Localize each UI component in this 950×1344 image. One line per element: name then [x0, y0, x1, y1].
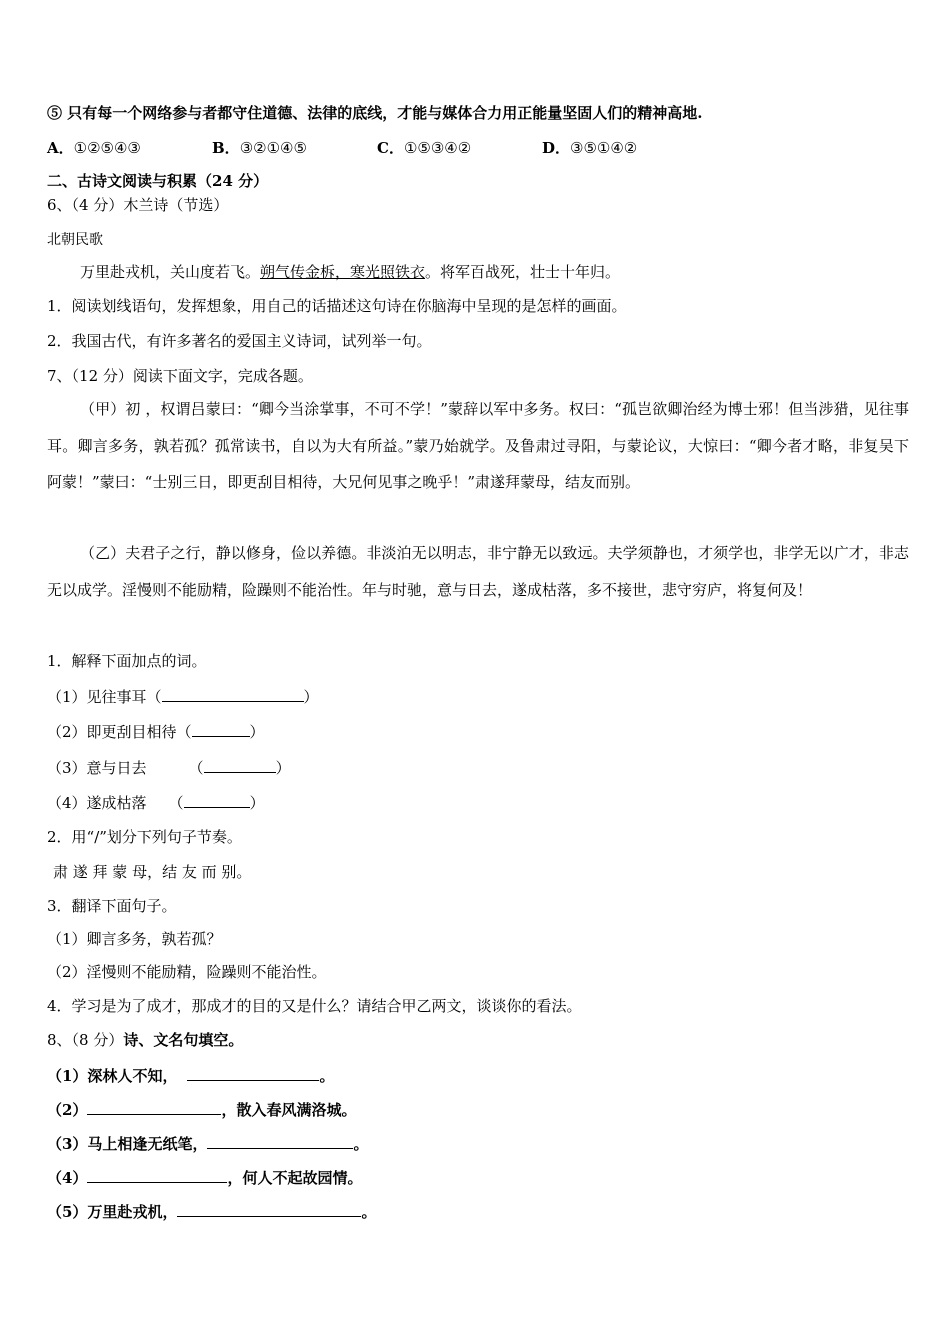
item-pre: （4） — [47, 1169, 88, 1187]
item-post: ，散入春风满洛城。 — [221, 1101, 357, 1119]
answer-blank[interactable] — [162, 685, 304, 702]
item-pre: （2） — [47, 1101, 88, 1119]
open-paren: （ — [168, 794, 184, 812]
option-d-text: ③⑤①④② — [570, 139, 638, 157]
item-pre: （1）深林人不知， — [47, 1067, 178, 1085]
option-d-letter: D． — [542, 139, 571, 157]
item-post: 。 — [353, 1135, 369, 1153]
q7-sub3-item-1: （1）卿言多务，孰若孤？ — [47, 930, 222, 948]
q8-item-1 — [47, 1064, 334, 1086]
option-c-text: ①⑤③④② — [403, 139, 472, 157]
q8-item-2 — [47, 1098, 356, 1120]
answer-blank[interactable] — [204, 756, 276, 773]
option-c-letter: C． — [377, 139, 404, 157]
q8-item-4 — [47, 1166, 362, 1188]
poem-underlined: 朔气传金柝，寒光照铁衣 — [260, 263, 426, 281]
q7-sub2-sentence: 肃 遂 拜 蒙 母，结 友 而 别。 — [53, 863, 252, 881]
item-post: 。 — [319, 1067, 335, 1085]
item-post: ，何人不起故园情。 — [227, 1169, 363, 1187]
answer-blank[interactable] — [187, 1064, 319, 1081]
section-title: 二、古诗文阅读与积累（24 分） — [47, 172, 269, 190]
item-text: （3）意与日去 — [47, 759, 147, 777]
q7-sub1-title: 1．解释下面加点的词。 — [47, 652, 207, 670]
item-pre: （3）马上相逢无纸笔， — [47, 1135, 208, 1153]
q8-head-plain: 8、（8 分） — [47, 1031, 124, 1049]
option-d — [542, 137, 637, 158]
item-pre: （5）万里赴戎机， — [47, 1203, 178, 1221]
close-paren: ） — [249, 794, 265, 812]
q5-statement-5: ⑤ 只有每一个网络参与者都守住道德、法律的底线，才能与媒体合力用正能量坚固人们的精神高地. — [47, 104, 703, 122]
option-a-letter: A． — [47, 139, 74, 157]
item-post: 。 — [361, 1203, 377, 1221]
answer-blank[interactable] — [207, 1132, 353, 1149]
q8-item-5 — [47, 1200, 376, 1222]
q7-heading: 7、（12 分）阅读下面文字，完成各题。 — [47, 367, 313, 385]
q8-head-bold: 诗、文名句填空。 — [123, 1031, 244, 1049]
poem-post: 。将军百战死，壮士十年归。 — [425, 263, 621, 281]
q7-sub3-item-2: （2）淫慢则不能励精，险躁则不能治性。 — [47, 963, 327, 981]
q6-item-2: 2．我国古代，有许多著名的爱国主义诗词，试列举一句。 — [47, 332, 432, 350]
close-paren: ） — [275, 759, 291, 777]
q8-item-3 — [47, 1132, 368, 1154]
q6-author: 北朝民歌 — [47, 232, 103, 248]
q7-sub3-title: 3．翻译下面句子。 — [47, 897, 177, 915]
q7-sub1-item-3 — [47, 756, 291, 778]
answer-blank[interactable] — [87, 1098, 221, 1115]
answer-blank[interactable] — [177, 1200, 361, 1217]
option-b-text: ③②①④⑤ — [239, 139, 307, 157]
q7-sub1-item-4 — [47, 791, 265, 813]
item-text: （1）见往事耳（ — [47, 688, 162, 706]
q7-sub1-item-2 — [47, 720, 265, 742]
q6-poem — [80, 262, 620, 282]
q7-sub4: 4．学习是为了成才，那成才的目的又是什么？请结合甲乙两文，谈谈你的看法。 — [47, 997, 582, 1015]
q6-heading: 6、（4 分）木兰诗（节选） — [47, 196, 229, 214]
option-b-letter: B． — [212, 139, 240, 157]
open-paren: （ — [188, 759, 204, 777]
q7-passage-jia: （甲）初 ，权谓吕蒙曰：“卿今当涂掌事，不可不学！”蒙辞以军中多务。权曰：“孤岂欲卿治经为博士邪！但当涉猎，见往事耳。卿言多务，孰若孤？孤常读书，自以为大有所益。”蒙乃始就学。及鲁肃过寻阳，与蒙论议，大惊曰：“卿今者才略，非复吴下阿蒙！”蒙曰：“士别三日，即更刮目相待，大兄何见事之晚乎！”肃遂拜蒙母，结友而别。 — [47, 400, 909, 491]
poem-pre: 万里赴戎机，关山度若飞。 — [80, 263, 261, 281]
option-a-text: ①②⑤④③ — [73, 139, 141, 157]
option-c — [377, 137, 471, 158]
option-a — [47, 137, 141, 158]
q7-sub1-item-1 — [47, 685, 319, 707]
answer-blank[interactable] — [87, 1166, 227, 1183]
item-text: （4）遂成枯落 — [47, 794, 147, 812]
q8-heading — [47, 1030, 243, 1050]
option-b — [212, 137, 307, 158]
q6-item-1: 1．阅读划线语句，发挥想象，用自己的话描述这句诗在你脑海中呈现的是怎样的画面。 — [47, 297, 627, 315]
answer-blank[interactable] — [192, 720, 250, 737]
q7-sub2-title: 2．用“/”划分下列句子节奏。 — [47, 828, 242, 846]
answer-blank[interactable] — [184, 791, 250, 808]
close-paren: ） — [249, 723, 265, 741]
q7-passage-yi: （乙）夫君子之行，静以修身，俭以养德。非淡泊无以明志，非宁静无以致远。夫学须静也，才须学也，非学无以广才，非志无以成学。淫慢则不能励精，险躁则不能治性。年与时驰，意与日去，遂成枯落，多不接世，悲守穷庐，将复何及！ — [47, 544, 909, 599]
close-paren: ） — [303, 688, 319, 706]
item-text: （2）即更刮目相待（ — [47, 723, 192, 741]
